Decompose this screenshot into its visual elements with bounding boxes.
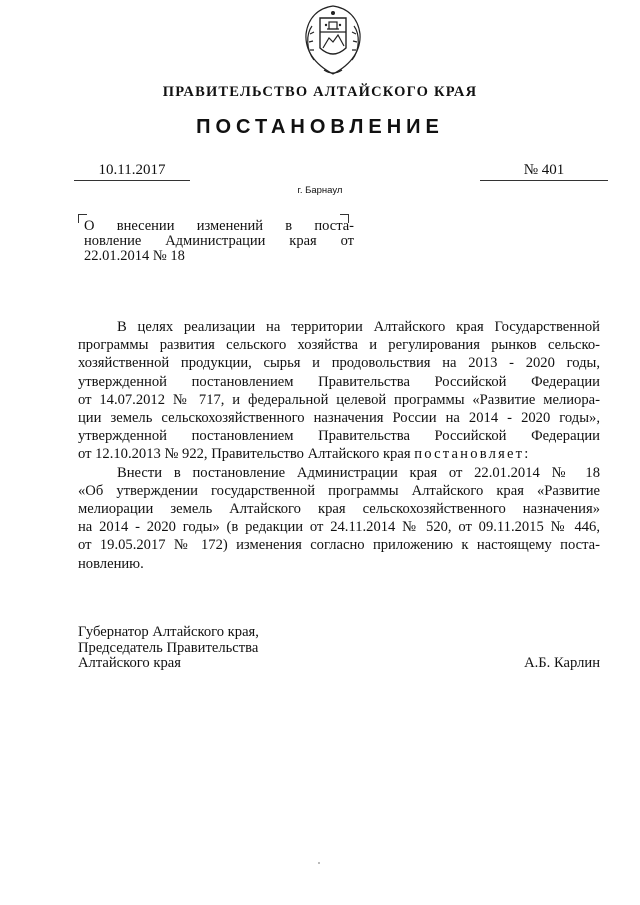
body-line: новлению. [78,555,144,572]
signer-title-line: Губернатор Алтайского края, [78,624,259,640]
body-line: утвержденной постановлением Правительства Российской Федерации [78,428,600,445]
body-line [78,445,600,463]
subject-line: новление Администрации края от [84,233,354,249]
body-line: от 14.07.2012 № 717, и федеральной целевой программы «Развитие мелиора- [78,391,600,408]
body-line: от 19.05.2017 № 172) изменения согласно приложению к настоящему поста- [78,537,600,554]
body-line-text: от 12.10.2013 № 922, Правительство Алтайского края [78,446,411,463]
body-line: утвержденной постановлением Правительства Российской Федерации [78,373,600,390]
coat-of-arms-icon [300,4,366,80]
body-line: программы развития сельского хозяйства и регулирования рынков сельско- [78,337,600,354]
document-body [78,318,600,573]
body-line: Внести в постановление Администрации края от 22.01.2014 № 18 [117,464,600,481]
subject-line: 22.01.2014 № 18 [84,248,185,264]
body-line: «Об утверждении государственной программы Алтайского края «Развитие [78,482,600,499]
document-city: г. Барнаул [297,185,343,196]
document-date: 10.11.2017 [74,160,190,181]
body-line: В целях реализации на территории Алтайского края Государственной [117,319,600,335]
page-mark [318,862,320,864]
government-title: ПРАВИТЕЛЬСТВО АЛТАЙСКОГО КРАЯ [162,84,478,100]
document-number: № 401 [480,160,608,181]
body-line: ции земель сельскохозяйственного назначения России на 2014 - 2020 годы», [78,410,600,427]
subject-line: О внесении изменений в поста- [84,218,354,234]
document-subject [84,219,354,264]
signer-name: А.Б. Карлин [524,655,600,671]
body-line: мелиорации земель Алтайского края сельскохозяйственного назначения» [78,501,600,518]
document-type: ПОСТАНОВЛЕНИЕ [196,116,444,138]
resolution-verb: постановляет: [414,446,531,463]
signer-title-line: Председатель Правительства [78,639,259,656]
body-line: хозяйственной продукции, сырья и продовольствия на 2013 - 2020 годы, [78,355,600,372]
body-line: на 2014 - 2020 годы» (в редакции от 24.11.2014 № 520, от 09.11.2015 № 446, [78,519,600,536]
signature-block [78,625,600,672]
signer-title-line: Алтайского края [78,655,181,671]
